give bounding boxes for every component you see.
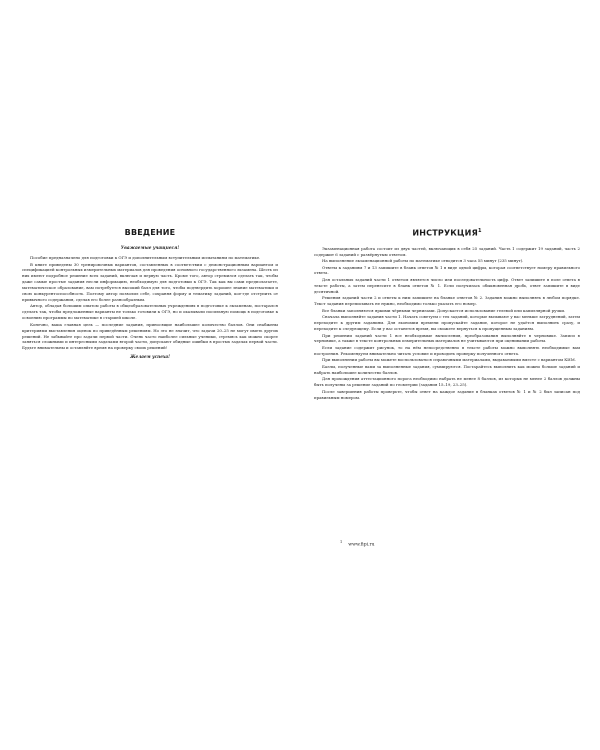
introduction-title: ВВЕДЕНИЕ [124, 228, 176, 237]
instruction-paragraph: Ответы к заданиям 7 и 13 запишите в бланк ответов № 1 в виде одной цифры, которая соответствует номеру правильного ответа. [314, 264, 580, 276]
instruction-paragraph: Решения заданий части 2 и ответы к ним запишите на бланке ответов № 2. Задания можно выполнять в любом порядке. Текст задания переписывать не нужно, необходимо только указать его номер. [314, 295, 580, 307]
intro-paragraph: Автор, обладая большим опытом работы в общеобразовательных учреждениях в подготовке к экзаменам, постарался сделать так, чтобы предложенные варианты не только готовили к ОГЭ, но и оказывали посильную помощь в подготовке к освоению программы по математике в старшей школе. [22, 303, 278, 321]
instruction-column [314, 228, 580, 401]
instruction-title: ИНСТРУКЦИЯ$^1$ [412, 228, 482, 238]
footnote-marker: 1 [477, 228, 482, 234]
closing-wish: Желаем успеха! [130, 354, 170, 360]
instruction-paragraph: Для прохождения аттестационного порога необходимо набрать не менее 8 баллов, из которых не менее 2 баллов должны быть получены за решение заданий по геометрии (задания 15–19, 23–25). [314, 376, 580, 388]
instruction-paragraph: Сначала выполняйте задания части 1. Начать советуем с тех заданий, которые вызывают у вас меньше затруднений, затем переходите к другим заданиям. Для экономии времени пропускайте задание, которое не удаётся выполнить сразу, и переходите к следующему. Если у вас останется время, вы сможете вернуться к пропущенным заданиям. [314, 314, 580, 331]
instruction-paragraph: Если задание содержит рисунок, то на нём непосредственно в тексте работы можно выполнять необходимые вам построения. Рекомендуем внимательно читать условие и проводить проверку полученного ответа. [314, 344, 580, 356]
intro-paragraph: Пособие предназначено для подготовки к ОГЭ и дополнительным вступительным испытаниям по математике. [30, 255, 261, 260]
footnote [340, 539, 375, 549]
instruction-paragraph: На выполнение экзаменационной работы по математике отводится 3 часа 55 минут (235 минут). [322, 258, 524, 264]
greeting: Уважаемые учащиеся! [120, 245, 180, 250]
intro-paragraph: В книге приведены 30 тренировочных вариантов, составленных в соответствии с демонстрационным вариантом и спецификацией контрольных измерительных материалов для проведения основного государственного экзамена. Шесть из них имеют подробное решение всех заданий, включая и первую часть. Кроме того, автор стремился сделать так, чтобы даже самые простые задания несли информацию, необходимую для подготовки к ОГЭ. Так как вы сами предполагаете, математическое образование, вам потребуется высокий балл для того, чтобы подтвердить хорошее знание математики и свою конкурентоспособность. Поэтому автор позволил себе, сохраняя форму и тематику заданий, кое-где отступить от привычного содержания, сделав его более разнообразным. [22, 261, 278, 302]
instruction-paragraph: Экзаменационная работа состоит из двух частей, включающих в себя 25 заданий. Часть 1 содержит 19 заданий, часть 2 содержит 6 заданий с развёрнутым ответом. [314, 245, 580, 257]
introduction-column [22, 228, 278, 364]
instruction-paragraph: При выполнении работы вы можете воспользоваться справочными материалами, выдаваемыми вместе с вариантом КИМ. [322, 357, 576, 363]
footnote-link: www.fipi.ru [348, 542, 375, 548]
instruction-paragraph: После завершения работы проверьте, чтобы ответ на каждое задание в бланках ответов № 1 и № 2 был записан под правильным номером. [314, 388, 580, 400]
intro-paragraph: Конечно, ваша главная цель — последние задания, приносящие наибольшее количество баллов. Они снабжены критериями выставления оценок по приведённым решениям. Но это не значит, что задачи 20–25 не могут иметь других решений. Не забывайте про задачи первой части. Очень часто наиболее сильные ученики, стремясь как можно скорее заняться сложными и интересными задачами второй части, допускают обидные ошибки в простых задачах первой части. Будьте внимательны и оставляйте время на проверку своих решений! [22, 321, 278, 351]
right-page [300, 0, 600, 750]
footnote-number: 1 [340, 540, 343, 544]
instruction-paragraph: Для остальных заданий части 1 ответом является число или последовательность цифр. Ответ запишите в поле ответа в тексте работы, а затем перенесите в бланк ответов № 1. Если получилась обыкновенная дробь, ответ запишите в виде десятичной. [314, 276, 580, 294]
instruction-paragraph: При решении заданий части 1 все необходимые вычисления, преобразования выполняйте в черновике. Записи в черновике, а также в тексте контрольных измерительных материалов не учитываются при оценивании работы. [314, 332, 580, 344]
instruction-paragraph: Все бланки заполняются яркими чёрными чернилами. Допускается использование гелевой или капиллярной ручки. [322, 307, 566, 313]
instruction-paragraph: Баллы, полученные вами за выполненные задания, суммируются. Постарайтесь выполнить как можно больше заданий и набрать наибольшее количество баллов. [314, 363, 580, 375]
